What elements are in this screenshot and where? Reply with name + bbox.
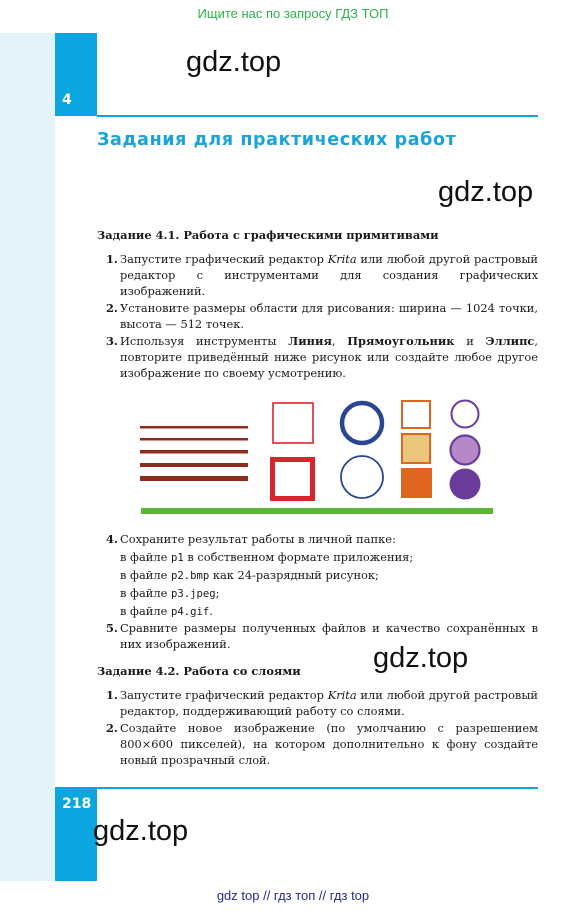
watermark: gdz.top xyxy=(373,642,469,674)
chapter-number: 4 xyxy=(62,92,72,108)
brown-line-2 xyxy=(140,438,248,441)
file-name: p2.bmp xyxy=(170,570,210,582)
watermark: gdz.top xyxy=(438,176,534,208)
watermark: gdz.top xyxy=(186,46,282,78)
tool-line: Линия xyxy=(288,334,332,348)
green-ground-line xyxy=(141,508,493,514)
brown-line-1 xyxy=(140,426,248,429)
brown-line-4 xyxy=(140,463,248,467)
task-4-2-item-1: 1. Запустите графический редактор Krita или любой другой растровый редактор, поддерживающий работу со слоями. xyxy=(106,688,538,718)
red-square-thick xyxy=(273,460,313,499)
light-orange-square xyxy=(402,434,430,463)
orange-square-outline xyxy=(402,401,430,428)
watermark: gdz.top xyxy=(93,815,189,847)
save-line-p1: в файле p1 в собственном формате приложения; xyxy=(120,550,414,564)
left-margin-stripe xyxy=(0,33,55,881)
task-4-1-title: Задание 4.1. Работа с графическими примитивами xyxy=(97,228,439,242)
top-search-banner[interactable]: Ищите нас по запросу ГДЗ ТОП xyxy=(197,6,389,21)
task-4-1-item-5: 5. Сравните размеры полученных файлов и качество сохранённых в них изображений. xyxy=(106,621,538,651)
bottom-watermark-links[interactable]: gdz top // гдз топ // гдз top xyxy=(216,888,370,903)
task-4-2-title: Задание 4.2. Работа со слоями xyxy=(97,664,301,678)
task-4-1-item-4: 4. Сохраните результат работы в личной папке: xyxy=(106,532,396,546)
primitives-figure xyxy=(140,395,500,520)
navy-circle-thick xyxy=(342,403,382,443)
item-number: 1. xyxy=(106,688,118,702)
orange-square-filled xyxy=(401,468,432,498)
app-name: Krita xyxy=(327,688,357,702)
file-name: p3.jpeg xyxy=(170,588,216,600)
item-number: 2. xyxy=(106,301,118,315)
app-name: Krita xyxy=(327,252,357,266)
purple-circle-outline xyxy=(452,401,479,428)
item-number: 2. xyxy=(106,721,118,735)
save-line-p3: в файле p3.jpeg; xyxy=(120,586,220,600)
section-title: Задания для практических работ xyxy=(97,130,457,150)
tool-ellipse: Эллипс xyxy=(485,334,535,348)
brown-line-5 xyxy=(140,476,248,481)
task-4-2-item-2: 2. Создайте новое изображение (по умолчанию с разрешением 800×600 пикселей), на котором дополнительно к фону создайте новый прозрачный слой. xyxy=(106,721,538,767)
save-line-p2: в файле p2.bmp как 24-разрядный рисунок; xyxy=(120,568,379,582)
file-name: p4.gif xyxy=(170,606,210,618)
red-square-thin xyxy=(273,403,313,443)
brown-line-3 xyxy=(140,450,248,454)
light-purple-circle xyxy=(451,436,480,465)
header-rule xyxy=(97,115,538,117)
save-line-p4: в файле p4.gif. xyxy=(120,604,213,618)
item-number: 1. xyxy=(106,252,118,266)
item-number: 4. xyxy=(106,532,118,546)
navy-circle-thin xyxy=(341,456,383,498)
file-name: p1 xyxy=(170,552,184,564)
task-4-1-item-1: 1. Запустите графический редактор Krita или любой другой растровый редактор с инструментами для создания графических изображений. xyxy=(106,252,538,298)
tool-rectangle: Прямоугольник xyxy=(347,334,455,348)
item-number: 3. xyxy=(106,334,118,348)
task-4-1-item-2: 2. Установите размеры области для рисования: ширина — 1024 точки, высота — 512 точек. xyxy=(106,301,538,331)
page-number: 218 xyxy=(62,796,92,812)
task-4-1-item-3: 3. Используя инструменты Линия, Прямоугольник и Эллипс, повторите приведённый ниже рисунок или создайте любое другое изображение по своему усмотрению. xyxy=(106,334,538,380)
footer-rule xyxy=(97,787,538,789)
item-number: 5. xyxy=(106,621,118,635)
purple-circle-filled xyxy=(450,469,481,500)
